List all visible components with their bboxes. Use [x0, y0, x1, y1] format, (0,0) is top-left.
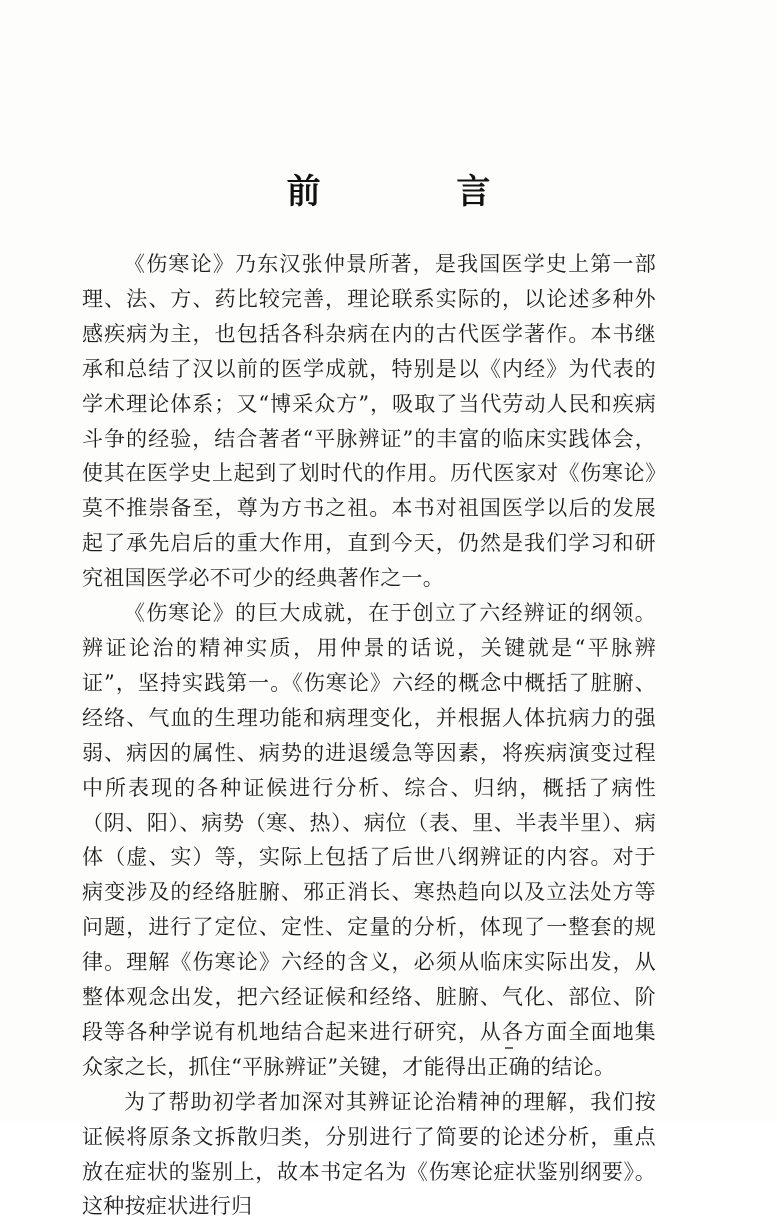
paragraph-3: 为了帮助初学者加深对其辨证论治精神的理解，我们按证候将原条文拆散归类，分别进行了简要的论述分析，重点放在症状的鉴别上，故本书定名为《伤寒论症状鉴别纲要》。这种按症状进行归: [82, 1089, 656, 1219]
paragraph-1: 《伤寒论》乃东汉张仲景所著，是我国医学史上第一部理、法、方、药比较完善，理论联系实际的，以论述多种外感疾病为主，也包括各科杂病在内的古代医学著作。本书继承和总结了汉以前的医学成就，特别是以《内经》为代表的学术理论体系；又“博采众方”，吸取了当代劳动人民和疾病斗争的经验，结合著者“平脉辨证”的丰富的临床实践体会，使其在医学史上起到了划时代的作用。历代医家对《伤寒论》莫不推崇备至，尊为方书之祖。本书对祖国医学以后的发展起了承先启后的重大作用，直到今天，仍然是我们学习和研究祖国医学必不可少的经典著作之一。: [82, 252, 656, 591]
page-title: 前 言: [286, 172, 553, 212]
page-speck: [505, 1047, 513, 1049]
preface-body: [82, 247, 656, 1224]
paragraph-2: 《伤寒论》的巨大成就，在于创立了六经辨证的纲领。辨证论治的精神实质，用仲景的话说，关键就是“平脉辨证”，坚持实践第一。《伤寒论》六经的概念中概括了脏腑、经络、气血的生理功能和病理变化，并根据人体抗病力的强弱、病因的属性、病势的进退缓急等因素，将疾病演变过程中所表现的各种证候进行分析、综合、归纳，概括了病性（阴、阳）、病势（寒、热）、病位（表、里、半表半里）、病体（虚、实）等，实际上包括了后世八纲辨证的内容。对于病变涉及的经络脏腑、邪正消长、寒热趋向以及立法处方等问题，进行了定位、定性、定量的分析，体现了一整套的规律。理解《伤寒论》六经的含义，必须从临床实际出发，从整体观念出发，把六经证候和经络、脏腑、气化、部位、阶段等各种学说有机地结合起来进行研究，从各方面全面地集众家之长，抓住“平脉辨证”关键，才能得出正确的结论。: [82, 601, 656, 1079]
